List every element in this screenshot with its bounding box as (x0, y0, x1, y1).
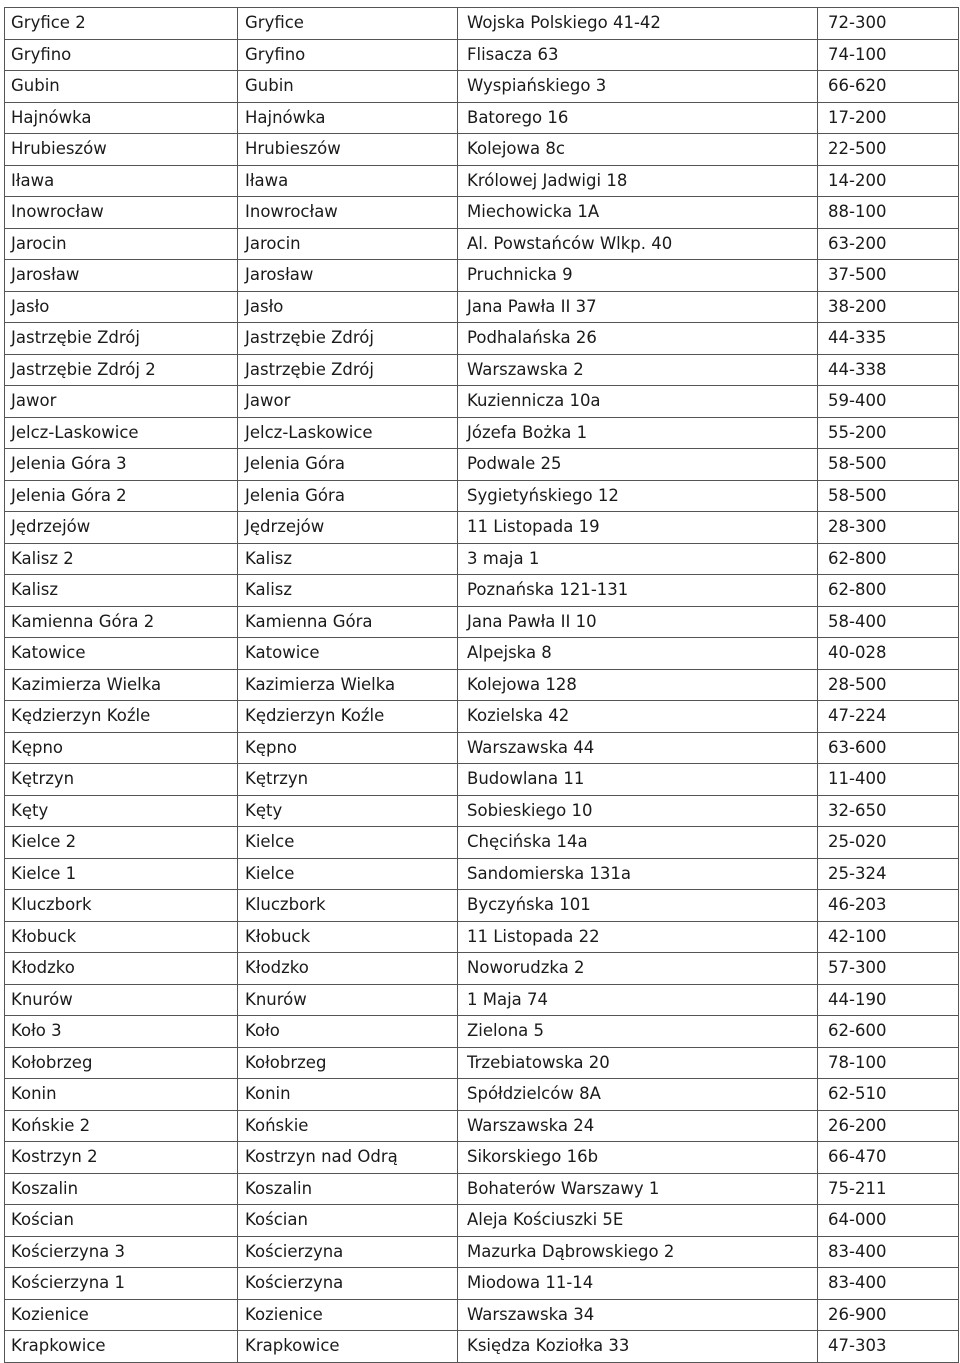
postal-code-cell: 78-100 (818, 1047, 959, 1079)
street-address-cell: Sobieskiego 10 (458, 795, 818, 827)
city-cell: Krapkowice (238, 1331, 458, 1363)
table-row (5, 1299, 959, 1331)
postal-code-cell: 28-300 (818, 512, 959, 544)
street-address-cell: 1 Maja 74 (458, 984, 818, 1016)
street-address-cell: 11 Listopada 22 (458, 921, 818, 953)
postal-code-cell: 62-800 (818, 575, 959, 607)
city-cell: Konin (238, 1079, 458, 1111)
table-row (5, 8, 959, 40)
table-row (5, 386, 959, 418)
postal-code-cell: 46-203 (818, 890, 959, 922)
postal-code-cell: 26-900 (818, 1299, 959, 1331)
postal-code-cell: 83-400 (818, 1236, 959, 1268)
postal-code-cell: 32-650 (818, 795, 959, 827)
street-address-cell: Kolejowa 128 (458, 669, 818, 701)
city-cell: Kluczbork (238, 890, 458, 922)
branch-name-cell: Koło 3 (5, 1016, 238, 1048)
city-cell: Kłodzko (238, 953, 458, 985)
branch-name-cell: Kłodzko (5, 953, 238, 985)
branch-address-table (4, 7, 959, 1363)
city-cell: Jastrzębie Zdrój (238, 354, 458, 386)
branch-name-cell: Kozienice (5, 1299, 238, 1331)
postal-code-cell: 88-100 (818, 197, 959, 229)
postal-code-cell: 14-200 (818, 165, 959, 197)
street-address-cell: Królowej Jadwigi 18 (458, 165, 818, 197)
branch-name-cell: Jelenia Góra 3 (5, 449, 238, 481)
city-cell: Kalisz (238, 575, 458, 607)
table-row (5, 102, 959, 134)
city-cell: Kędzierzyn Koźle (238, 701, 458, 733)
street-address-cell: Księdza Koziołka 33 (458, 1331, 818, 1363)
city-cell: Kalisz (238, 543, 458, 575)
postal-code-cell: 25-324 (818, 858, 959, 890)
city-cell: Jelenia Góra (238, 480, 458, 512)
postal-code-cell: 26-200 (818, 1110, 959, 1142)
street-address-cell: Noworudzka 2 (458, 953, 818, 985)
branch-name-cell: Kępno (5, 732, 238, 764)
street-address-cell: Warszawska 24 (458, 1110, 818, 1142)
street-address-cell: Pruchnicka 9 (458, 260, 818, 292)
street-address-cell: Mazurka Dąbrowskiego 2 (458, 1236, 818, 1268)
city-cell: Jelenia Góra (238, 449, 458, 481)
postal-code-cell: 38-200 (818, 291, 959, 323)
branch-name-cell: Gryfino (5, 39, 238, 71)
postal-code-cell: 58-500 (818, 480, 959, 512)
table-row (5, 165, 959, 197)
street-address-cell: Trzebiatowska 20 (458, 1047, 818, 1079)
city-cell: Kęty (238, 795, 458, 827)
table-row (5, 228, 959, 260)
street-address-cell: Wojska Polskiego 41-42 (458, 8, 818, 40)
table-row (5, 1016, 959, 1048)
branch-name-cell: Krapkowice (5, 1331, 238, 1363)
street-address-cell: Miodowa 11-14 (458, 1268, 818, 1300)
table-row (5, 858, 959, 890)
branch-name-cell: Kostrzyn 2 (5, 1142, 238, 1174)
street-address-cell: Poznańska 121-131 (458, 575, 818, 607)
postal-code-cell: 17-200 (818, 102, 959, 134)
branch-name-cell: Jawor (5, 386, 238, 418)
branch-name-cell: Jarocin (5, 228, 238, 260)
table-row (5, 575, 959, 607)
street-address-cell: Warszawska 34 (458, 1299, 818, 1331)
table-row (5, 638, 959, 670)
street-address-cell: Warszawska 44 (458, 732, 818, 764)
city-cell: Kozienice (238, 1299, 458, 1331)
postal-code-cell: 58-400 (818, 606, 959, 638)
postal-code-cell: 47-303 (818, 1331, 959, 1363)
postal-code-cell: 75-211 (818, 1173, 959, 1205)
postal-code-cell: 66-620 (818, 71, 959, 103)
street-address-cell: Józefa Bożka 1 (458, 417, 818, 449)
branch-name-cell: Jasło (5, 291, 238, 323)
table-row (5, 543, 959, 575)
branch-name-cell: Kościan (5, 1205, 238, 1237)
street-address-cell: Sikorskiego 16b (458, 1142, 818, 1174)
street-address-cell: Bohaterów Warszawy 1 (458, 1173, 818, 1205)
table-row (5, 354, 959, 386)
street-address-cell: Chęcińska 14a (458, 827, 818, 859)
street-address-cell: Sandomierska 131a (458, 858, 818, 890)
street-address-cell: Budowlana 11 (458, 764, 818, 796)
street-address-cell: Al. Powstańców Wlkp. 40 (458, 228, 818, 260)
table-row (5, 291, 959, 323)
branch-name-cell: Kluczbork (5, 890, 238, 922)
postal-code-cell: 44-190 (818, 984, 959, 1016)
city-cell: Knurów (238, 984, 458, 1016)
street-address-cell: Wyspiańskiego 3 (458, 71, 818, 103)
street-address-cell: Flisacza 63 (458, 39, 818, 71)
city-cell: Inowrocław (238, 197, 458, 229)
city-cell: Iława (238, 165, 458, 197)
table-row (5, 512, 959, 544)
street-address-cell: Kolejowa 8c (458, 134, 818, 166)
branch-name-cell: Konin (5, 1079, 238, 1111)
street-address-cell: Miechowicka 1A (458, 197, 818, 229)
table-row (5, 323, 959, 355)
table-row (5, 1268, 959, 1300)
table-row (5, 764, 959, 796)
postal-code-cell: 63-600 (818, 732, 959, 764)
branch-name-cell: Katowice (5, 638, 238, 670)
table-row (5, 1079, 959, 1111)
street-address-cell: Spółdzielców 8A (458, 1079, 818, 1111)
table-row (5, 890, 959, 922)
postal-code-cell: 25-020 (818, 827, 959, 859)
city-cell: Kościerzyna (238, 1236, 458, 1268)
branch-name-cell: Kołobrzeg (5, 1047, 238, 1079)
postal-code-cell: 37-500 (818, 260, 959, 292)
table-row (5, 1047, 959, 1079)
postal-code-cell: 40-028 (818, 638, 959, 670)
street-address-cell: Alpejska 8 (458, 638, 818, 670)
document-page (4, 7, 958, 1363)
street-address-cell: Zielona 5 (458, 1016, 818, 1048)
city-cell: Kętrzyn (238, 764, 458, 796)
postal-code-cell: 22-500 (818, 134, 959, 166)
branch-name-cell: Końskie 2 (5, 1110, 238, 1142)
postal-code-cell: 63-200 (818, 228, 959, 260)
postal-code-cell: 42-100 (818, 921, 959, 953)
postal-code-cell: 11-400 (818, 764, 959, 796)
table-row (5, 71, 959, 103)
street-address-cell: Warszawska 2 (458, 354, 818, 386)
branch-name-cell: Kęty (5, 795, 238, 827)
postal-code-cell: 44-338 (818, 354, 959, 386)
postal-code-cell: 62-510 (818, 1079, 959, 1111)
street-address-cell: 11 Listopada 19 (458, 512, 818, 544)
branch-name-cell: Jelenia Góra 2 (5, 480, 238, 512)
postal-code-cell: 66-470 (818, 1142, 959, 1174)
city-cell: Katowice (238, 638, 458, 670)
postal-code-cell: 62-800 (818, 543, 959, 575)
city-cell: Kielce (238, 827, 458, 859)
table-body (5, 8, 959, 1363)
postal-code-cell: 59-400 (818, 386, 959, 418)
city-cell: Koszalin (238, 1173, 458, 1205)
branch-name-cell: Gubin (5, 71, 238, 103)
postal-code-cell: 58-500 (818, 449, 959, 481)
street-address-cell: Aleja Kościuszki 5E (458, 1205, 818, 1237)
city-cell: Jędrzejów (238, 512, 458, 544)
table-row (5, 795, 959, 827)
city-cell: Kościerzyna (238, 1268, 458, 1300)
branch-name-cell: Hajnówka (5, 102, 238, 134)
table-row (5, 669, 959, 701)
branch-name-cell: Jarosław (5, 260, 238, 292)
postal-code-cell: 55-200 (818, 417, 959, 449)
street-address-cell: Batorego 16 (458, 102, 818, 134)
city-cell: Kazimierza Wielka (238, 669, 458, 701)
street-address-cell: 3 maja 1 (458, 543, 818, 575)
street-address-cell: Byczyńska 101 (458, 890, 818, 922)
city-cell: Końskie (238, 1110, 458, 1142)
city-cell: Gryfice (238, 8, 458, 40)
table-row (5, 1205, 959, 1237)
table-row (5, 417, 959, 449)
table-row (5, 1142, 959, 1174)
postal-code-cell: 47-224 (818, 701, 959, 733)
city-cell: Koło (238, 1016, 458, 1048)
city-cell: Jastrzębie Zdrój (238, 323, 458, 355)
table-row (5, 1110, 959, 1142)
city-cell: Hrubieszów (238, 134, 458, 166)
branch-name-cell: Koszalin (5, 1173, 238, 1205)
city-cell: Gryfino (238, 39, 458, 71)
city-cell: Kościan (238, 1205, 458, 1237)
table-row (5, 260, 959, 292)
street-address-cell: Kozielska 42 (458, 701, 818, 733)
table-row (5, 480, 959, 512)
street-address-cell: Jana Pawła II 10 (458, 606, 818, 638)
postal-code-cell: 64-000 (818, 1205, 959, 1237)
branch-name-cell: Kielce 1 (5, 858, 238, 890)
table-row (5, 449, 959, 481)
table-row (5, 606, 959, 638)
table-row (5, 701, 959, 733)
branch-name-cell: Kalisz 2 (5, 543, 238, 575)
city-cell: Kępno (238, 732, 458, 764)
table-row (5, 197, 959, 229)
postal-code-cell: 83-400 (818, 1268, 959, 1300)
street-address-cell: Podhalańska 26 (458, 323, 818, 355)
table-row (5, 953, 959, 985)
table-row (5, 1236, 959, 1268)
branch-name-cell: Kalisz (5, 575, 238, 607)
city-cell: Kielce (238, 858, 458, 890)
street-address-cell: Sygietyńskiego 12 (458, 480, 818, 512)
street-address-cell: Kuziennicza 10a (458, 386, 818, 418)
branch-name-cell: Kędzierzyn Koźle (5, 701, 238, 733)
city-cell: Kłobuck (238, 921, 458, 953)
branch-name-cell: Kościerzyna 3 (5, 1236, 238, 1268)
table-row (5, 1173, 959, 1205)
city-cell: Gubin (238, 71, 458, 103)
branch-name-cell: Jastrzębie Zdrój (5, 323, 238, 355)
table-row (5, 134, 959, 166)
city-cell: Jarosław (238, 260, 458, 292)
city-cell: Jawor (238, 386, 458, 418)
postal-code-cell: 44-335 (818, 323, 959, 355)
table-row (5, 39, 959, 71)
city-cell: Kostrzyn nad Odrą (238, 1142, 458, 1174)
branch-name-cell: Jastrzębie Zdrój 2 (5, 354, 238, 386)
street-address-cell: Jana Pawła II 37 (458, 291, 818, 323)
branch-name-cell: Iława (5, 165, 238, 197)
branch-name-cell: Knurów (5, 984, 238, 1016)
branch-name-cell: Kętrzyn (5, 764, 238, 796)
city-cell: Hajnówka (238, 102, 458, 134)
table-row (5, 921, 959, 953)
branch-name-cell: Kazimierza Wielka (5, 669, 238, 701)
branch-name-cell: Hrubieszów (5, 134, 238, 166)
postal-code-cell: 72-300 (818, 8, 959, 40)
branch-name-cell: Jelcz-Laskowice (5, 417, 238, 449)
city-cell: Kołobrzeg (238, 1047, 458, 1079)
table-row (5, 1331, 959, 1363)
postal-code-cell: 74-100 (818, 39, 959, 71)
table-row (5, 984, 959, 1016)
city-cell: Jarocin (238, 228, 458, 260)
branch-name-cell: Gryfice 2 (5, 8, 238, 40)
table-row (5, 827, 959, 859)
postal-code-cell: 62-600 (818, 1016, 959, 1048)
branch-name-cell: Jędrzejów (5, 512, 238, 544)
city-cell: Jelcz-Laskowice (238, 417, 458, 449)
city-cell: Jasło (238, 291, 458, 323)
branch-name-cell: Kamienna Góra 2 (5, 606, 238, 638)
street-address-cell: Podwale 25 (458, 449, 818, 481)
city-cell: Kamienna Góra (238, 606, 458, 638)
branch-name-cell: Kościerzyna 1 (5, 1268, 238, 1300)
branch-name-cell: Inowrocław (5, 197, 238, 229)
branch-name-cell: Kłobuck (5, 921, 238, 953)
table-row (5, 732, 959, 764)
postal-code-cell: 57-300 (818, 953, 959, 985)
postal-code-cell: 28-500 (818, 669, 959, 701)
branch-name-cell: Kielce 2 (5, 827, 238, 859)
